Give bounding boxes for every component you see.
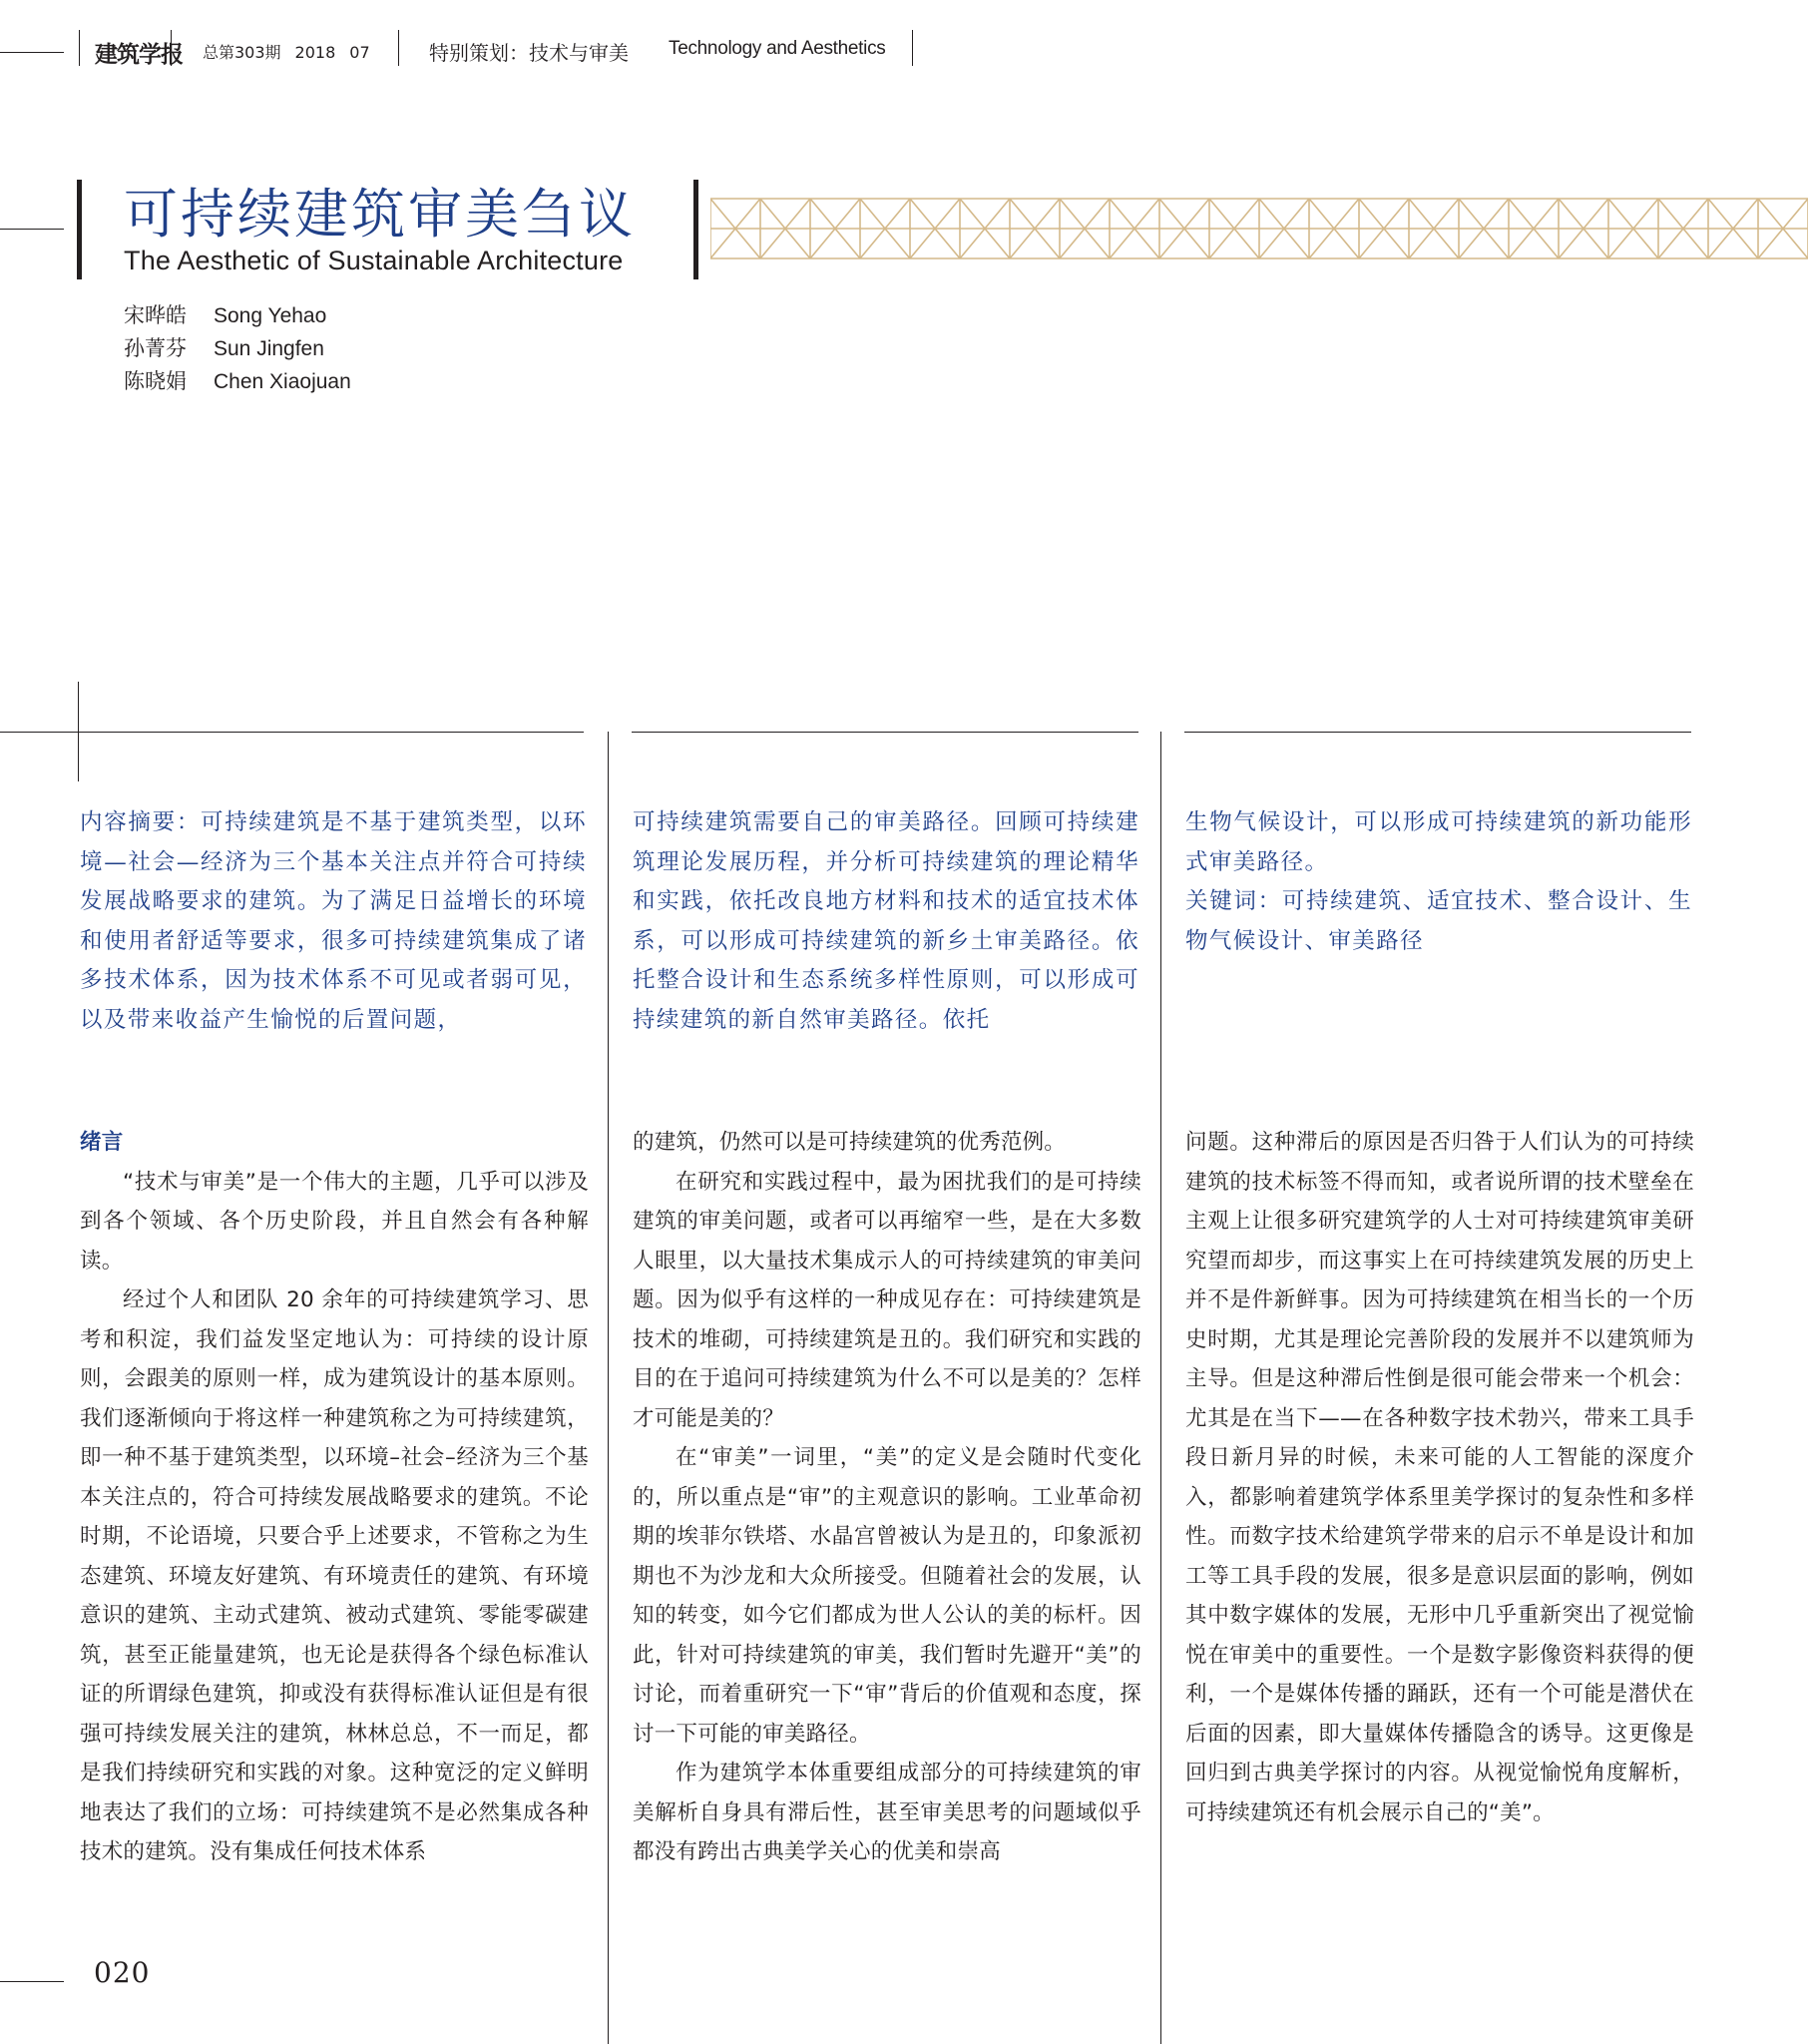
author-2 xyxy=(124,332,351,365)
paragraph: 经过个人和团队 20 余年的可持续建筑学习、思考和积淀，我们益发坚定地认为：可持续的设计原则，会跟美的原则一样，成为建筑设计的基本原则。我们逐渐倾向于将这样一种建筑称之为可持续建筑，即一种不基于建筑类型，以环境–社会–经济为三个基本关注点的，符合可持续发展战略要求的建筑。不论时期，不论语境，只要合乎上述要求，不管称之为生态建筑、环境友好建筑、有环境责任的建筑、有环境意识的建筑、主动式建筑、被动式建筑、零能零碳建筑，甚至正能量建筑，也无论是获得各个绿色标准认证的所谓绿色建筑，抑或没有获得标准认证但是有很强可持续发展关注的建筑，林林总总，不一而足，都是我们持续研究和实践的对象。这种宽泛的定义鲜明地表达了我们的立场：可持续建筑不是必然集成各种技术的建筑。没有集成任何技术体系 xyxy=(80,1287,589,1864)
abstract-column-1 xyxy=(80,803,587,1040)
body-column-3 xyxy=(1185,1123,1694,1832)
abstract-rule-1 xyxy=(0,732,584,733)
issue-info xyxy=(203,40,384,63)
abstract-text: 内容摘要：可持续建筑是不基于建筑类型，以环境—社会—经济为三个基本关注点并符合可持续发展战略要求的建筑。为了满足日益增长的环境和使用者舒适等要求，很多可持续建筑集成了诸多技术体系，因为技术体系不可见或者弱可见，以及带来收益产生愉悦的后置问题， xyxy=(80,809,587,1033)
title-en: The Aesthetic of Sustainable Architecture xyxy=(124,246,624,275)
header-rule-left xyxy=(0,52,64,53)
ornament-lattice xyxy=(710,198,1808,259)
header-divider-1 xyxy=(79,30,80,66)
abstract-text: 生物气候设计，可以形成可持续建筑的新功能形式审美路径。 xyxy=(1185,809,1692,875)
author-name-en: Chen Xiaojuan xyxy=(214,370,351,393)
header-divider-3 xyxy=(398,30,399,66)
header-divider-4 xyxy=(912,30,913,66)
title-rule-left xyxy=(0,229,64,230)
keywords: 关键词：可持续建筑、适宜技术、整合设计、生物气候设计、审美路径 xyxy=(1185,888,1692,954)
issue-year: 2018 xyxy=(294,43,336,62)
paragraph: 在研究和实践过程中，最为困扰我们的是可持续建筑的审美问题，或者可以再缩窄一些，是在大多数人眼里，以大量技术集成示人的可持续建筑的审美问题。因为似乎有这样的一种成见存在：可持续建筑是技术的堆砌，可持续建筑是丑的。我们研究和实践的目的在于追问可持续建筑为什么不可以是美的？怎样才可能是美的？ xyxy=(633,1169,1141,1431)
paragraph: 在“审美”一词里，“美”的定义是会随时代变化的，所以重点是“审”的主观意识的影响。工业革命初期的埃菲尔铁塔、水晶宫曾被认为是丑的，印象派初期也不为沙龙和大众所接受。但随着社会的发展，认知的转变，如今它们都成为世人公认的美的标杆。因此，针对可持续建筑的审美，我们暂时先避开“美”的讨论，而着重研究一下“审”背后的价值观和态度，探讨一下可能的审美路径。 xyxy=(633,1445,1141,1747)
issue-month: 07 xyxy=(349,43,370,62)
author-name-cn: 宋晔皓 xyxy=(124,303,187,327)
author-1 xyxy=(124,299,351,332)
abstract-rule-3 xyxy=(1184,732,1691,733)
journal-logo: 建筑学报 xyxy=(95,42,183,68)
title-bar-left xyxy=(77,180,82,279)
abstract-column-2 xyxy=(633,803,1139,1040)
section-title-en: Technology and Aesthetics xyxy=(669,38,886,59)
paragraph: 的建筑，仍然可以是可持续建筑的优秀范例。 xyxy=(633,1130,1067,1155)
abstract-rule-2 xyxy=(632,732,1138,733)
paragraph: “技术与审美”是一个伟大的主题，几乎可以涉及到各个领域、各个历史阶段，并且自然会有各种解读。 xyxy=(80,1169,589,1274)
author-name-cn: 陈晓娟 xyxy=(124,369,187,393)
body-column-1 xyxy=(80,1123,589,1872)
section-title-cn: 特别策划：技术与审美 xyxy=(429,41,629,65)
title-bar-right xyxy=(693,180,698,279)
title-cn: 可持续建筑审美刍议 xyxy=(124,183,636,246)
column-divider-1 xyxy=(608,732,609,2044)
author-name-cn: 孙菁芬 xyxy=(124,336,187,360)
author-3 xyxy=(124,365,351,398)
page-number: 020 xyxy=(94,1956,151,1989)
author-name-en: Song Yehao xyxy=(214,304,327,327)
footer-rule xyxy=(0,1981,64,1982)
abstract-text: 可持续建筑需要自己的审美路径。回顾可持续建筑理论发展历程，并分析可持续建筑的理论精华和实践，依托改良地方材料和技术的适宜技术体系，可以形成可持续建筑的新乡土审美路径。依托整合设计和生态系统多样性原则，可以形成可持续建筑的新自然审美路径。依托 xyxy=(633,809,1139,1033)
abstract-column-3 xyxy=(1185,803,1692,961)
author-name-en: Sun Jingfen xyxy=(214,337,324,360)
section-heading: 绪言 xyxy=(80,1130,124,1155)
author-list xyxy=(124,299,351,398)
issue-number: 总第303期 xyxy=(203,43,281,62)
paragraph: 问题。这种滞后的原因是否归咎于人们认为的可持续建筑的技术标签不得而知，或者说所谓的技术壁垒在主观上让很多研究建筑学的人士对可持续建筑审美研究望而却步，而这事实上在可持续建筑发展的历史上并不是件新鲜事。因为可持续建筑在相当长的一个历史时期，尤其是理论完善阶段的发展并不以建筑师为主导。但是这种滞后性倒是很可能会带来一个机会：尤其是在当下——在各种数字技术勃兴，带来工具手段日新月异的时候，未来可能的人工智能的深度介入，都影响着建筑学体系里美学探讨的复杂性和多样性。而数字技术给建筑学带来的启示不单是设计和加工等工具手段的发展，很多是意识层面的影响，例如其中数字媒体的发展，无形中几乎重新突出了视觉愉悦在审美中的重要性。一个是数字影像资料获得的便利，一个是媒体传播的踊跃，还有一个可能是潜伏在后面的因素，即大量媒体传播隐含的诱导。这更像是回归到古典美学探讨的内容。从视觉愉悦角度解析，可持续建筑还有机会展示自己的“美”。 xyxy=(1185,1130,1694,1825)
body-column-2 xyxy=(633,1123,1141,1872)
column-divider-2 xyxy=(1160,732,1161,2044)
paragraph: 作为建筑学本体重要组成部分的可持续建筑的审美解析自身具有滞后性，甚至审美思考的问题域似乎都没有跨出古典美学关心的优美和崇高 xyxy=(633,1761,1141,1864)
